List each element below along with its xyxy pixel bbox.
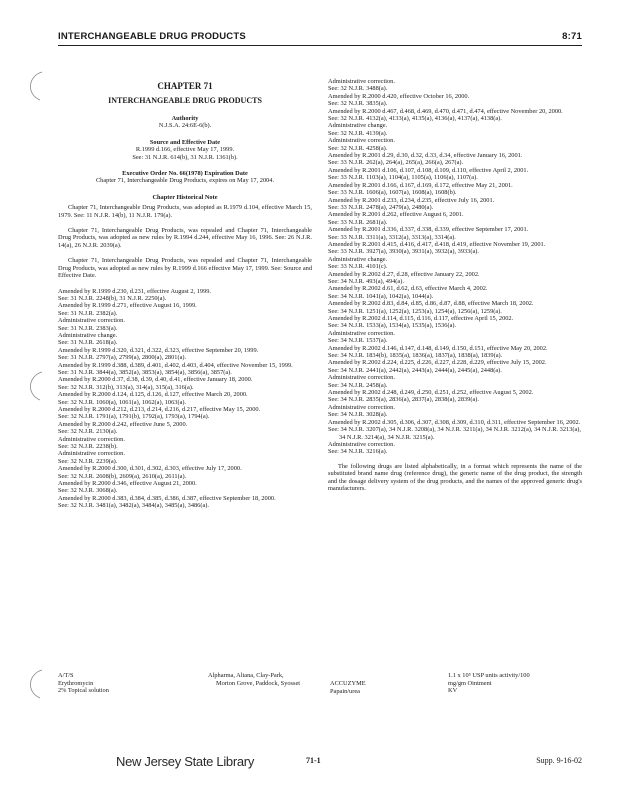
amendment-entry: See: 32 N.J.R. 3488(a). [328, 85, 388, 93]
source-line: See: 31 N.J.R. 614(b), 31 N.J.R. 1361(b). [132, 153, 238, 161]
amendment-entry: Amended by R.2000 d.242, effective June 5, 2000. [58, 420, 188, 428]
amendment-entry: See: 32 N.J.R. 3835(a). [328, 100, 388, 108]
amendment-entry: See: 33 N.J.R. 262(a), 264(a), 265(a), 266(a), 267(a). [328, 159, 464, 167]
amendment-entry: Administrative correction. [58, 317, 125, 325]
chapter-title: INTERCHANGEABLE DRUG PRODUCTS [108, 96, 262, 105]
amendment-entry: Administrative change. [328, 122, 388, 130]
amendment-entry: See: 32 N.J.R. 2608(b), 2609(a), 2610(a), 2611(a). [58, 472, 187, 480]
amendment-entry: Amended by R.2002 d.305, d.306, d.307, d.308, d.309, d.310, d.311, effective September 16, 2002. [328, 418, 581, 426]
amendment-entry: See: 33 N.J.R. 2681(a). [328, 218, 388, 226]
amendment-entry: See: 33 N.J.R. 3311(a), 3312(a), 3313(a), 3314(a). [328, 233, 456, 241]
left-column [58, 78, 312, 510]
strength-line: 1.1 x 10⁵ USP units activity/100 [448, 672, 530, 679]
amendment-entry: See: 34 N.J.R. 2458(a). [328, 381, 388, 389]
strength-column [448, 672, 582, 695]
supplement-date: Supp. 9-16-02 [536, 756, 582, 765]
historical-paragraph: Chapter 71, Interchangeable Drug Products, was repealed and Chapter 71, Interchangeable Drug Products, was adopted as new rules by R.1999 d.166 effective May 17, 1999. See: Source and Effective Date. [58, 257, 312, 280]
generic-name: Papain/urea [330, 687, 360, 695]
header-section-number: 8:71 [562, 31, 582, 42]
amendment-entry: Amended by R.1999 d.320, d.321, d.322, d.323, effective September 20, 1999. [58, 346, 259, 354]
amendment-entry: See: 32 N.J.R. 4132(a), 4133(a), 4135(a), 4136(a), 4137(a), 4138(a). [328, 115, 502, 123]
amendment-entry: See: 32 N.J.R. 1791(a), 1791(b), 1792(a), 1793(a), 1794(a). [58, 413, 210, 421]
amendment-entry: Amended by R.2001 d.106, d.107, d.108, d.109, d.110, effective April 2, 2001. [328, 166, 529, 174]
binding-hole-mark [22, 70, 46, 102]
amendment-entry: Amended by R.2002 d.146, d.147, d.148, d.149, d.150, d.151, effective May 20, 2002. [328, 344, 548, 352]
amendment-entry: Amended by R.2000 d.346, effective August 21, 2000. [58, 480, 197, 488]
amendment-entry: Amended by R.2001 d.262, effective August 6, 2001. [328, 211, 464, 219]
amendment-entry: See: 34 N.J.R. 1834(b), 1835(a), 1836(a), 1837(a), 1838(a), 1839(a). [328, 352, 503, 360]
brand-name: A/T/S [58, 672, 74, 679]
brand-name: ACCUZYME [330, 680, 366, 687]
amendment-entry: See: 33 N.J.R. 1606(a), 1607(a), 1608(a), 1608(b). [328, 189, 457, 197]
amendment-entry: See: 31 N.J.R. 2618(a). [58, 339, 118, 347]
running-header [58, 31, 582, 46]
executive-order-heading: Executive Order No. 66(1978) Expiration Date [122, 170, 248, 178]
amendment-entry: See: 34 N.J.R. 3207(a), 34 N.J.R. 3208(a), 34 N.J.R. 3211(a), 34 N.J.R. 3212(a), 34 N.J.R. 3213(a), 34 N.J.R. 3214(a), 34 N.J.R. 3215(a). [328, 426, 581, 441]
amendment-entry: See: 34 N.J.R. 3028(a). [328, 411, 388, 419]
amendment-entry: Amended by R.2000 d.420, effective October 16, 2000. [328, 92, 470, 100]
amendment-entry: Amended by R.2000 d.383, d.384, d.385, d.386, d.387, effective September 18, 2000. [58, 494, 276, 502]
amendment-entry: See: 31 N.J.R. 2248(b), 31 N.J.R. 2250(a). [58, 294, 167, 302]
executive-order-text: Chapter 71, Interchangeable Drug Products, expires on May 17, 2004. [95, 177, 275, 185]
amendment-entry: Administrative correction. [58, 435, 125, 443]
intro-paragraph: The following drugs are listed alphabetically, in a format which represents the name of the substituted brand name drug (reference drug), the generic name of the drug product, the strength and the dosage delivery system of the drug products, and the names of the approved generic drug's manufacturers. [328, 462, 582, 492]
library-watermark: New Jersey State Library [116, 754, 255, 769]
amendment-entry: Amended by R.2002 d.248, d.249, d.250, d.251, d.252, effective August 5, 2002. [328, 389, 534, 397]
amendment-list [58, 288, 312, 510]
manufacturer-list [208, 672, 338, 687]
amendment-entry: Amended by R.2002 d.114, d.115, d.116, d.117, effective April 15, 2002. [328, 315, 514, 322]
amendment-entry: See: 33 N.J.R. 2478(a), 2479(a), 2480(a). [328, 203, 434, 211]
amendment-entry: See: 32 N.J.R. 3481(a), 3482(a), 3484(a), 3485(a), 3486(a). [58, 502, 209, 510]
binding-hole-mark [22, 370, 46, 402]
amendment-entry: See: 34 N.J.R. 3216(a). [328, 448, 388, 456]
amendment-entry: See: 32 N.J.R. 3068(a). [58, 487, 118, 495]
drug-entry-left [58, 672, 168, 695]
amendment-entry: Administrative correction. [328, 403, 395, 411]
header-title: INTERCHANGEABLE DRUG PRODUCTS [58, 31, 246, 42]
amendment-entry: See: 32 N.J.R. 2239(a). [58, 457, 118, 465]
amendment-entry: Amended by R.2002 d.27, d.28, effective January 22, 2002. [328, 270, 480, 278]
amendment-entry: Amended by R.2002 d.83, d.84, d.85, d.86, d.87, d.88, effective March 18, 2002. [328, 300, 534, 308]
amendment-list [328, 78, 582, 456]
source-line: R.1999 d.166, effective May 17, 1999. [135, 146, 235, 154]
page-footer [58, 752, 582, 772]
amendment-entry: Administrative change. [328, 255, 388, 263]
amendment-entry: Amended by R.2001 d.415, d.416, d.417, d.418, d.419, effective November 19, 2001. [328, 240, 546, 248]
source-heading: Source and Effective Date [149, 138, 221, 146]
amendment-entry: See: 31 N.J.R. 2383(a). [58, 324, 118, 332]
manufacturer: KV [448, 687, 458, 695]
amendment-entry: Administrative change. [58, 331, 118, 339]
amendment-entry: Amended by R.2001 d.336, d.337, d.338, d.339, effective September 17, 2001. [328, 226, 529, 234]
amendment-entry: Amended by R.2001 d.29, d.30, d.32, d.33, d.34, effective January 16, 2001. [328, 152, 523, 160]
manufacturers: Morton Grove, Paddock, Syosset [216, 679, 301, 687]
amendment-entry: See: 32 N.J.R. 4258(a). [328, 144, 388, 152]
authority-text: N.J.S.A. 24:6E-6(b). [158, 122, 212, 130]
strength-line: mg/gm Ointment [448, 679, 492, 687]
amendment-entry: See: 33 N.J.R. 1103(a), 1104(a), 1105(a), 1106(a), 1107(a). [328, 174, 478, 182]
amendment-entry: See: 34 N.J.R. 1537(a). [328, 337, 388, 345]
amendment-entry: Administrative correction. [58, 450, 125, 458]
amendment-entry: Administrative correction. [328, 78, 395, 85]
amendment-entry: Administrative correction. [328, 137, 395, 145]
historical-paragraph: Chapter 71, Interchangeable Drug Products, was repealed and Chapter 71, Interchangeable Drug Products, was adopted as new rules by R.1994 d.244, effective May 16, 1996. See: 26 N.J.R. 14(a), 26 N.J.R. 2039(a). [58, 227, 312, 249]
amendment-entry: Amended by R.2000 d.467, d.468, d.469, d.470, d.471, d.474, effective November 20, 2000. [328, 107, 563, 115]
amendment-entry: Amended by R.2002 d.61, d.62, d.63, effective March 4, 2002. [328, 285, 488, 293]
amendment-entry: Amended by R.2000 d.124, d.125, d.126, d.127, effective March 20, 2000. [58, 391, 248, 399]
amendment-entry: See: 33 N.J.R. 3927(a), 3930(a), 3931(a), 3932(a), 3933(a). [328, 248, 479, 256]
amendment-entry: Amended by R.2000 d.300, d.301, d.302, d.303, effective July 17, 2000. [58, 465, 242, 473]
generic-name: Erythromycin [58, 679, 94, 687]
amendment-entry: See: 34 N.J.R. 1533(a), 1534(a), 1535(a), 1536(a). [328, 322, 457, 330]
amendment-entry: Amended by R.2002 d.224, d.225, d.226, d.227, d.228, d.229, effective July 15, 2002. [328, 359, 547, 367]
amendment-entry: Amended by R.2000 d.212, d.213, d.214, d.216, d.217, effective May 15, 2000. [58, 406, 261, 413]
amendment-entry: See: 31 N.J.R. 2797(a), 2799(a), 2800(a), 2801(a). [58, 354, 187, 362]
amendment-entry: See: 34 N.J.R. 1041(a), 1042(a), 1044(a). [328, 292, 434, 300]
drug-entry-right [330, 680, 440, 695]
amendment-entry: See: 32 N.J.R. 1060(a), 1061(a), 1062(a), 1063(a). [58, 398, 187, 406]
manufacturers: Alpharma, Altana, Clay-Park, [208, 672, 284, 679]
page-number: 71-1 [306, 756, 321, 765]
binding-hole-mark [22, 668, 46, 700]
amendment-entry: Amended by R.1999 d.388, d.389, d.401, d.402, d.403, d.404, effective November 15, 1999. [58, 361, 293, 369]
chapter-number: CHAPTER 71 [157, 81, 213, 91]
amendment-entry: See: 31 N.J.R. 2382(a). [58, 309, 118, 317]
amendment-entry: Administrative correction. [328, 440, 395, 448]
amendment-entry: See: 32 N.J.R. 312(b), 313(a), 314(a), 315(a), 316(a). [58, 383, 194, 391]
historical-paragraph: Chapter 71, Interchangeable Drug Products, was adopted as R.1979 d.104, effective March 15, 1979. See: 11 N.J.R. 14(b), 11 N.J.R. 179(a). [58, 204, 312, 219]
amendment-entry: See: 34 N.J.R. 1251(a), 1252(a), 1253(a), 1254(a), 1256(a), 1259(a). [328, 307, 502, 315]
amendment-entry: Amended by R.2001 d.233, d.234, d.235, effective July 16, 2001. [328, 196, 495, 204]
amendment-entry: See: 34 N.J.R. 493(a), 494(a). [328, 277, 404, 285]
amendment-entry: See: 31 N.J.R. 3844(a), 3852(a), 3853(a), 3854(a), 3856(a), 3857(a). [58, 368, 232, 376]
amendment-entry: Amended by R.2001 d.166, d.167, d.169, d.172, effective May 21, 2001. [328, 181, 513, 189]
amendment-entry: See: 32 N.J.R. 2238(b). [58, 443, 118, 451]
amendment-entry: Amended by R.1999 d.271, effective August 16, 1999. [58, 302, 197, 310]
amendment-entry: Administrative correction. [328, 374, 395, 382]
amendment-entry: See: 34 N.J.R. 2441(a), 2442(a), 2443(a), 2444(a), 2445(a), 2448(a). [328, 366, 502, 374]
strength-form: 2% Topical solution [58, 687, 109, 695]
amendment-entry: See: 34 N.J.R. 2835(a), 2836(a), 2837(a), 2838(a), 2839(a). [328, 396, 479, 404]
amendment-entry: See: 32 N.J.R. 4139(a). [328, 129, 388, 137]
historical-note-heading: Chapter Historical Note [152, 193, 218, 201]
amendment-entry: See: 32 N.J.R. 2130(a). [58, 428, 118, 436]
right-column [328, 78, 582, 492]
authority-heading: Authority [171, 115, 199, 122]
amendment-entry: See: 33 N.J.R. 4101(c). [328, 263, 388, 271]
amendment-entry: Amended by R.2000 d.37, d.38, d.39, d.40, d.41, effective January 18, 2000. [58, 376, 253, 384]
amendment-entry: Administrative correction. [328, 329, 395, 337]
amendment-entry: Amended by R.1999 d.230, d.231, effective August 2, 1999. [58, 287, 211, 295]
